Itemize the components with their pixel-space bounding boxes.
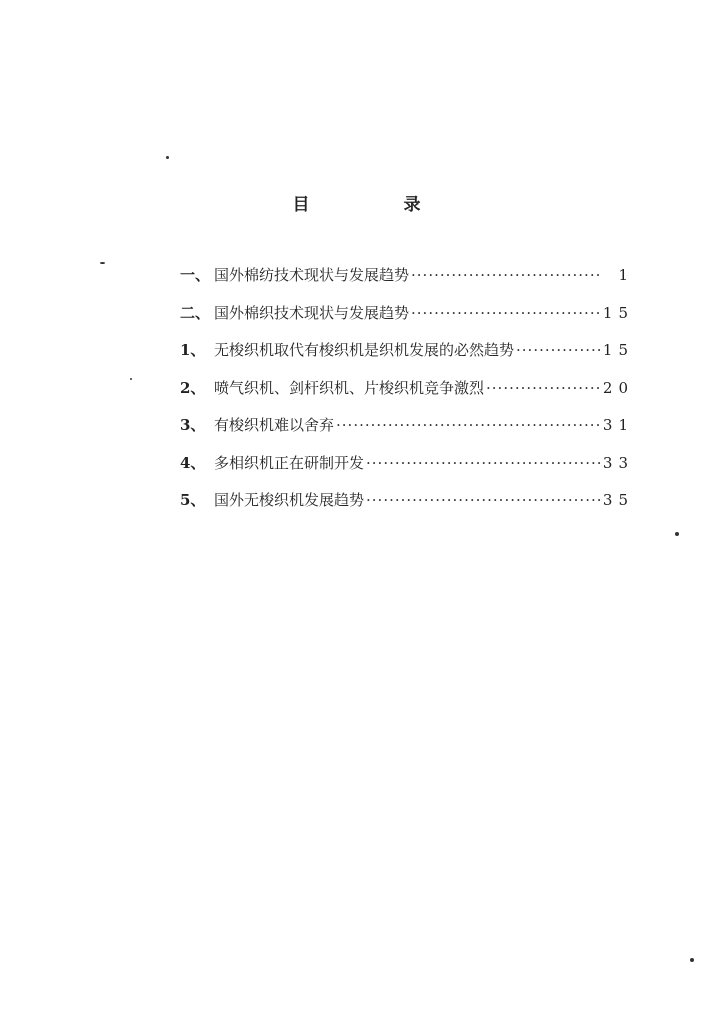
toc-entry-title: 无梭织机取代有梭织机是织机发展的必然趋势 <box>214 341 515 359</box>
toc-entry-title: 国外棉纺技术现状与发展趋势 <box>214 266 410 284</box>
scan-speck <box>690 958 694 962</box>
toc-entry <box>180 414 634 452</box>
toc-leader-dots <box>516 341 601 359</box>
toc-entry <box>180 302 634 340</box>
scan-speck <box>675 532 679 536</box>
toc-entry-page: 35 <box>602 491 634 509</box>
toc-entry-number: 2、 <box>180 378 206 397</box>
toc-entry-title: 喷气织机、剑杆织机、片梭织机竞争激烈 <box>214 378 485 397</box>
toc-entry-number: 3、 <box>180 416 206 434</box>
toc-entry <box>180 377 634 415</box>
toc-leader-dots <box>336 416 601 434</box>
toc-leader-dots <box>366 491 601 509</box>
toc-entry-title: 有梭织机难以舍弃 <box>214 416 335 434</box>
toc-entry-number: 一、 <box>180 266 211 284</box>
toc-leader-dots <box>411 266 602 284</box>
scan-speck <box>130 378 132 380</box>
toc-entry-number: 4、 <box>180 453 206 472</box>
toc-entry-number: 二、 <box>180 303 211 322</box>
toc-leader-dots <box>366 454 601 472</box>
toc-entry-number: 1、 <box>180 341 206 359</box>
toc-entry <box>180 264 634 302</box>
toc-entry-number: 5、 <box>180 491 206 509</box>
toc-entry-page: 1 <box>618 266 634 284</box>
toc-entry <box>180 489 634 527</box>
toc-entry-page: 20 <box>602 378 634 397</box>
scan-speck <box>100 262 105 264</box>
toc-entry-title: 国外无梭织机发展趋势 <box>214 491 365 509</box>
table-of-contents <box>180 264 634 527</box>
toc-entry-page: 15 <box>602 303 634 322</box>
toc-entry-page: 31 <box>602 416 634 434</box>
scan-speck <box>166 156 169 159</box>
toc-leader-dots <box>486 379 601 397</box>
toc-entry-title: 国外棉织技术现状与发展趋势 <box>214 303 410 322</box>
toc-entry <box>180 339 634 377</box>
toc-leader-dots <box>411 304 601 322</box>
page-title: 目 录 <box>292 195 465 215</box>
toc-entry-title: 多相织机正在研制开发 <box>214 453 365 472</box>
toc-entry-page: 15 <box>602 341 634 359</box>
toc-entry <box>180 452 634 490</box>
toc-entry-page: 33 <box>602 453 634 472</box>
